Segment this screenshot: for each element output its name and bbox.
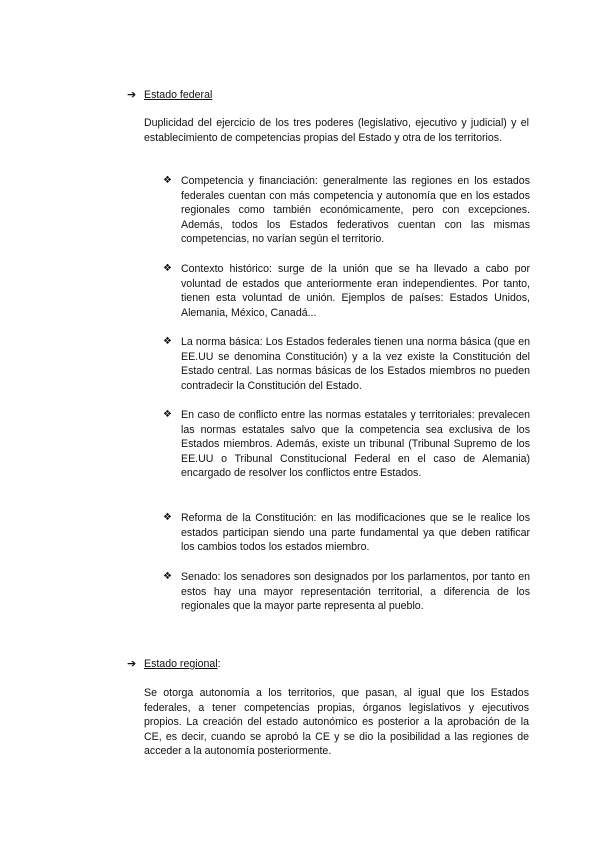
heading-label: Estado federal	[144, 89, 213, 101]
bullet-text: La norma básica: Los Estados federales tienen una norma básica (que en EE.UU se denomina Constitución) y a la vez existe la Constitución del Estado central. Las normas básicas de los Estados miembros no pueden contradecir la Constitución del Estado.	[181, 336, 530, 392]
intro-paragraph: Duplicidad del ejercicio de los tres poderes (legislativo, ejecutivo y judicial) y el establecimiento de competencias propias del Estado y otra de los territorios.	[144, 117, 529, 144]
diamond-bullet-icon: ❖	[163, 336, 172, 347]
section-heading-estado-federal	[127, 88, 212, 103]
bullet-text: Contexto histórico: surge de la unión que se ha llevado a cabo por voluntad de estados que anteriormente eran independientes. Por tanto, tienen esta voluntad de unión. Ejemplos de países: Estados Unidos, Alemania, México, Canadá...	[181, 263, 530, 319]
heading-suffix: :	[217, 658, 221, 670]
bullet-text: Senado: los senadores son designados por los parlamentos, por tanto en estos hay una mayor representación territorial, a diferencia de los regionales que la mayor parte representa al pueblo.	[181, 571, 530, 613]
list-item	[163, 335, 530, 393]
diamond-bullet-icon: ❖	[163, 571, 172, 582]
bullet-text: En caso de conflicto entre las normas estatales y territoriales: prevalecen las normas estatales salvo que la competencia sea exclusiva de los Estados miembros. Además, existe un tribunal (Tribunal Supremo de los EE.UU o Tribunal Constitucional Federal en el caso de Alemania) encargado de resolver los conflictos entre Estados.	[181, 409, 530, 480]
regional-paragraph: Se otorga autonomía a los territorios, que pasan, al igual que los Estados federales, a tener competencias propias, órganos legislativos y ejecutivos propios. La creación del estado autonómico es posterior a la aprobación de la CE, es decir, cuando se aprobó la CE y se dio la posibilidad a las regiones de acceder a la autonomía posteriormente.	[144, 687, 529, 758]
diamond-bullet-icon: ❖	[163, 263, 172, 274]
arrow-icon: ➔	[127, 89, 137, 101]
list-item	[163, 174, 530, 247]
diamond-bullet-icon: ❖	[163, 512, 172, 523]
bullet-text: Reforma de la Constitución: en las modificaciones que se le realice los estados participan siendo una parte fundamental ya que deben ratificar los cambios todos los estados miembro.	[181, 512, 530, 554]
bullet-text: Competencia y financiación: generalmente las regiones en los estados federales cuentan con más competencia y autonomía que en los estados regionales como también económicamente, pero con excepciones. Además, todos los Estados federativos cuentan con las mismas competencias, no varían según el territorio.	[181, 175, 530, 246]
list-item	[163, 570, 530, 614]
list-item	[163, 511, 530, 555]
list-item	[163, 262, 530, 320]
list-item	[163, 408, 530, 481]
heading-label: Estado regional	[144, 658, 218, 670]
diamond-bullet-icon: ❖	[163, 409, 172, 420]
arrow-icon: ➔	[127, 658, 137, 670]
section-heading-estado-regional	[127, 657, 221, 672]
diamond-bullet-icon: ❖	[163, 175, 172, 186]
